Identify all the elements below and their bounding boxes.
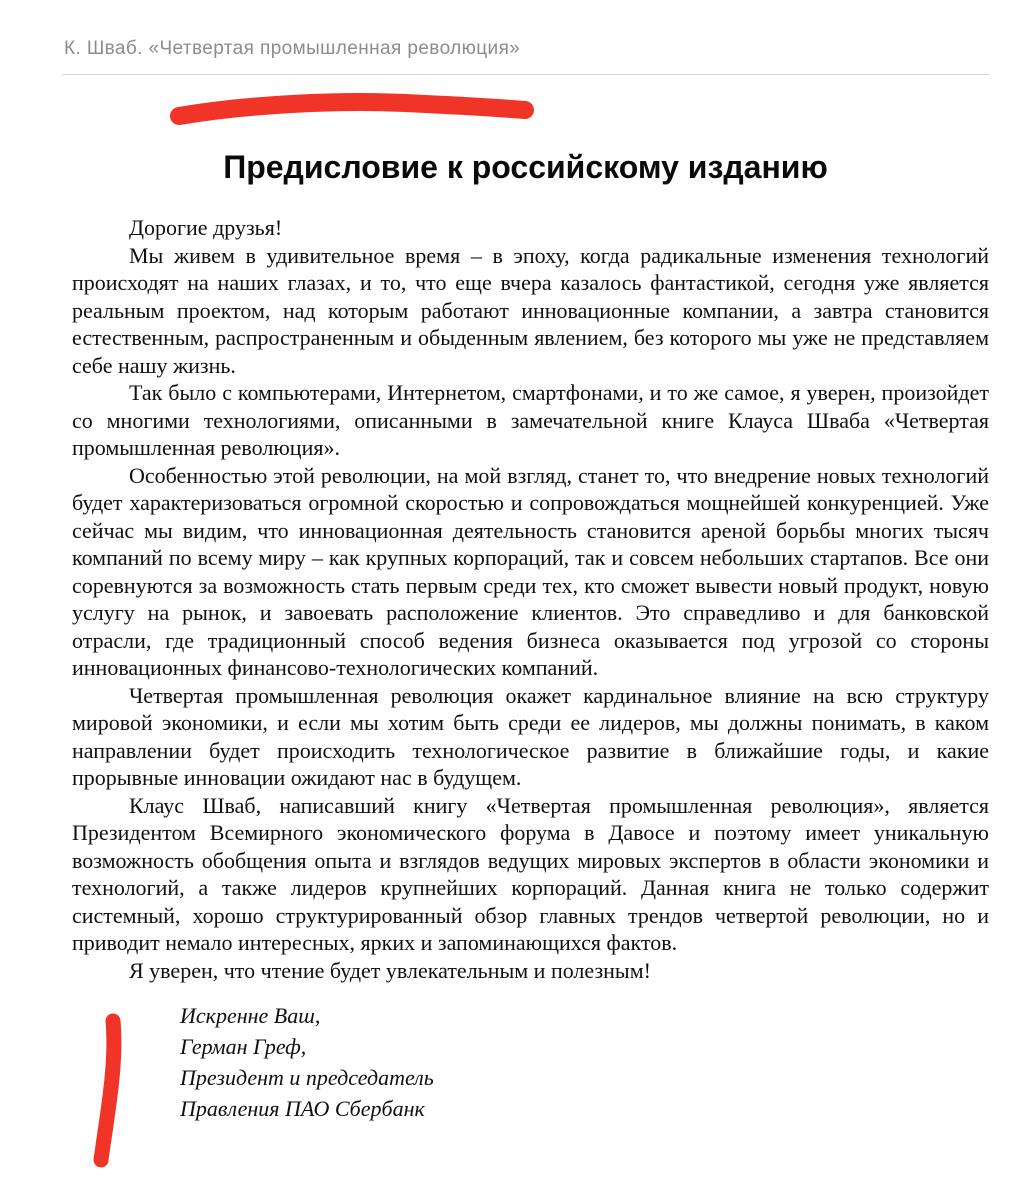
paragraph: Я уверен, что чтение будет увлекательным и полезным! bbox=[129, 957, 651, 983]
paragraph: Клаус Шваб, написавший книгу «Четвертая промышленная революция», является Президентом Всемирного экономического форума в Давосе и поэтому имеет уникальную возможность обобщения опыта и взглядов ведущих мировых экспертов в области экономики и технологий, а также лидеров крупнейших корпораций. Данная книга не только содержит системный, хорошо структурированный обзор главных трендов четвертой революции, но и приводит немало интересных, ярких и запоминающихся фактов. bbox=[72, 792, 989, 955]
paragraph: Четвертая промышленная революция окажет кардинальное влияние на всю структуру мировой экономики, и если мы хотим быть среди ее лидеров, мы должны понимать, в каком направлении будет происходить технологическое развитие в ближайшие годы, и какие прорывные инновации ожидают нас в будущем. bbox=[72, 682, 989, 790]
header-rule bbox=[62, 74, 989, 75]
body-text bbox=[72, 214, 989, 1124]
paragraph-greeting: Дорогие друзья! bbox=[129, 215, 283, 240]
running-header: К. Шваб. «Четвертая промышленная революция» bbox=[64, 38, 521, 59]
signature-line: Герман Греф, bbox=[180, 1034, 307, 1059]
signature-line: Искренне Ваш, bbox=[180, 1003, 321, 1028]
paragraph: Мы живем в удивительное время – в эпоху, когда радикальные изменения технологий происходят на наших глазах, и то, что еще вчера казалось фантастикой, сегодня уже является реальным проектом, над которым работают инновационные компании, а завтра становится естественным, распространенным и обыденным явлением, без которого мы уже не представляем себе нашу жизнь. bbox=[72, 242, 989, 378]
paragraph: Так было с компьютерами, Интернетом, смартфонами, и то же самое, я уверен, произойдет со многими технологиями, описанными в замечательной книге Клауса Шваба «Четвертая промышленная революция». bbox=[72, 380, 989, 460]
paragraph: Особенностью этой революции, на мой взгляд, станет то, что внедрение новых технологий будет характеризоваться огромной скоростью и сопровождаться мощнейшей конкуренцией. Уже сейчас мы видим, что инновационная деятельность становится ареной борьбы многих тысяч компаний по всему миру – как крупных корпораций, так и совсем небольших стартапов. Все они соревнуются за возможность стать первым среди тех, кто сможет вывести новый продукт, новую услугу на рынок, и завоевать расположение клиентов. Это справедливо и для банковской отрасли, где традиционный способ ведения бизнеса оказывается под угрозой со стороны инновационных финансово-технологических компаний. bbox=[72, 462, 989, 680]
signature-line: Правления ПАО Сбербанк bbox=[180, 1096, 425, 1121]
page-title: Предисловие к российскому изданию bbox=[223, 149, 828, 185]
signature-block bbox=[180, 1000, 989, 1124]
signature-line: Президент и председатель bbox=[180, 1065, 434, 1090]
red-horizontal-marker-stroke bbox=[179, 102, 525, 116]
